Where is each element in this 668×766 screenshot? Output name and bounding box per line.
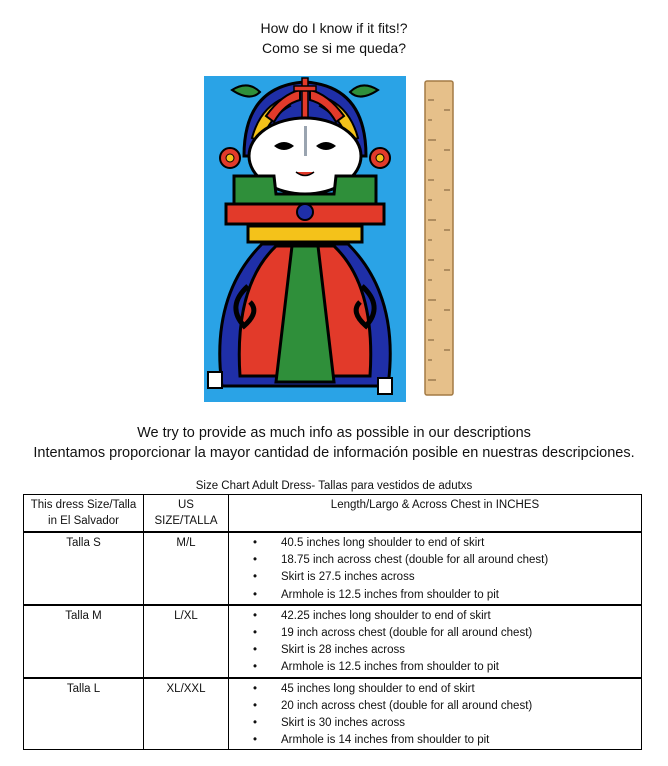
bullet-icon: •	[252, 609, 258, 622]
intro-spanish: Intentamos proporcionar la mayor cantidad de información posible en nuestras descripciones.	[33, 445, 635, 461]
table-row	[24, 605, 642, 678]
bullet-icon: •	[252, 716, 258, 729]
cell-measurements	[229, 678, 642, 750]
list-item: • Armhole is 12.5 inches from shoulder to pit	[229, 659, 641, 676]
table-header-row	[24, 495, 642, 533]
cell-local-size: Talla L	[24, 678, 144, 750]
header-measurements: Length/Largo & Across Chest in INCHES	[229, 495, 642, 533]
bullet-icon: •	[252, 661, 258, 674]
list-item: • Skirt is 30 inches across	[229, 715, 641, 732]
cell-us-size: L/XL	[144, 605, 229, 678]
cell-us-size: M/L	[144, 532, 229, 605]
bullet-icon: •	[252, 554, 258, 567]
bullet-icon: •	[252, 644, 258, 657]
header-us-size: US SIZE/TALLA	[144, 495, 229, 533]
header-local-size: This dress Size/Talla in El Salvador	[24, 495, 144, 533]
wooden-ruler-illustration	[424, 80, 454, 396]
list-item: • 42.25 inches long shoulder to end of skirt	[229, 608, 641, 625]
list-item: • Skirt is 28 inches across	[229, 642, 641, 659]
cell-local-size: Talla M	[24, 605, 144, 678]
bullet-icon: •	[252, 588, 258, 601]
list-item: • Armhole is 12.5 inches from shoulder to pit	[229, 587, 641, 604]
cell-measurements	[229, 605, 642, 678]
list-item: • Skirt is 27.5 inches across	[229, 569, 641, 586]
bullet-icon: •	[252, 626, 258, 639]
dress-figure-illustration	[204, 76, 406, 402]
size-chart-table	[23, 494, 642, 750]
bullet-icon: •	[252, 571, 258, 584]
table-caption: Size Chart Adult Dress- Tallas para vestidos de adutxs	[195, 480, 473, 492]
cell-us-size: XL/XXL	[144, 678, 229, 750]
bullet-icon: •	[252, 734, 258, 747]
list-item: • Armhole is 14 inches from shoulder to pit	[229, 732, 641, 749]
table-row	[24, 678, 642, 750]
list-item: • 18.75 inch across chest (double for all around chest)	[229, 552, 641, 569]
page-title: How do I know if it fits!?	[260, 20, 408, 36]
page-subtitle: Como se si me queda?	[262, 40, 406, 56]
list-item: • 45 inches long shoulder to end of skirt	[229, 681, 641, 698]
list-item: • 19 inch across chest (double for all around chest)	[229, 625, 641, 642]
bullet-icon: •	[252, 699, 258, 712]
table-row	[24, 532, 642, 605]
list-item: • 40.5 inches long shoulder to end of skirt	[229, 535, 641, 552]
bullet-icon: •	[252, 682, 258, 695]
bullet-icon: •	[252, 537, 258, 549]
cell-local-size: Talla S	[24, 532, 144, 605]
list-item: • 20 inch across chest (double for all around chest)	[229, 698, 641, 715]
cell-measurements	[229, 532, 642, 605]
intro-english: We try to provide as much info as possible in our descriptions	[137, 425, 531, 441]
